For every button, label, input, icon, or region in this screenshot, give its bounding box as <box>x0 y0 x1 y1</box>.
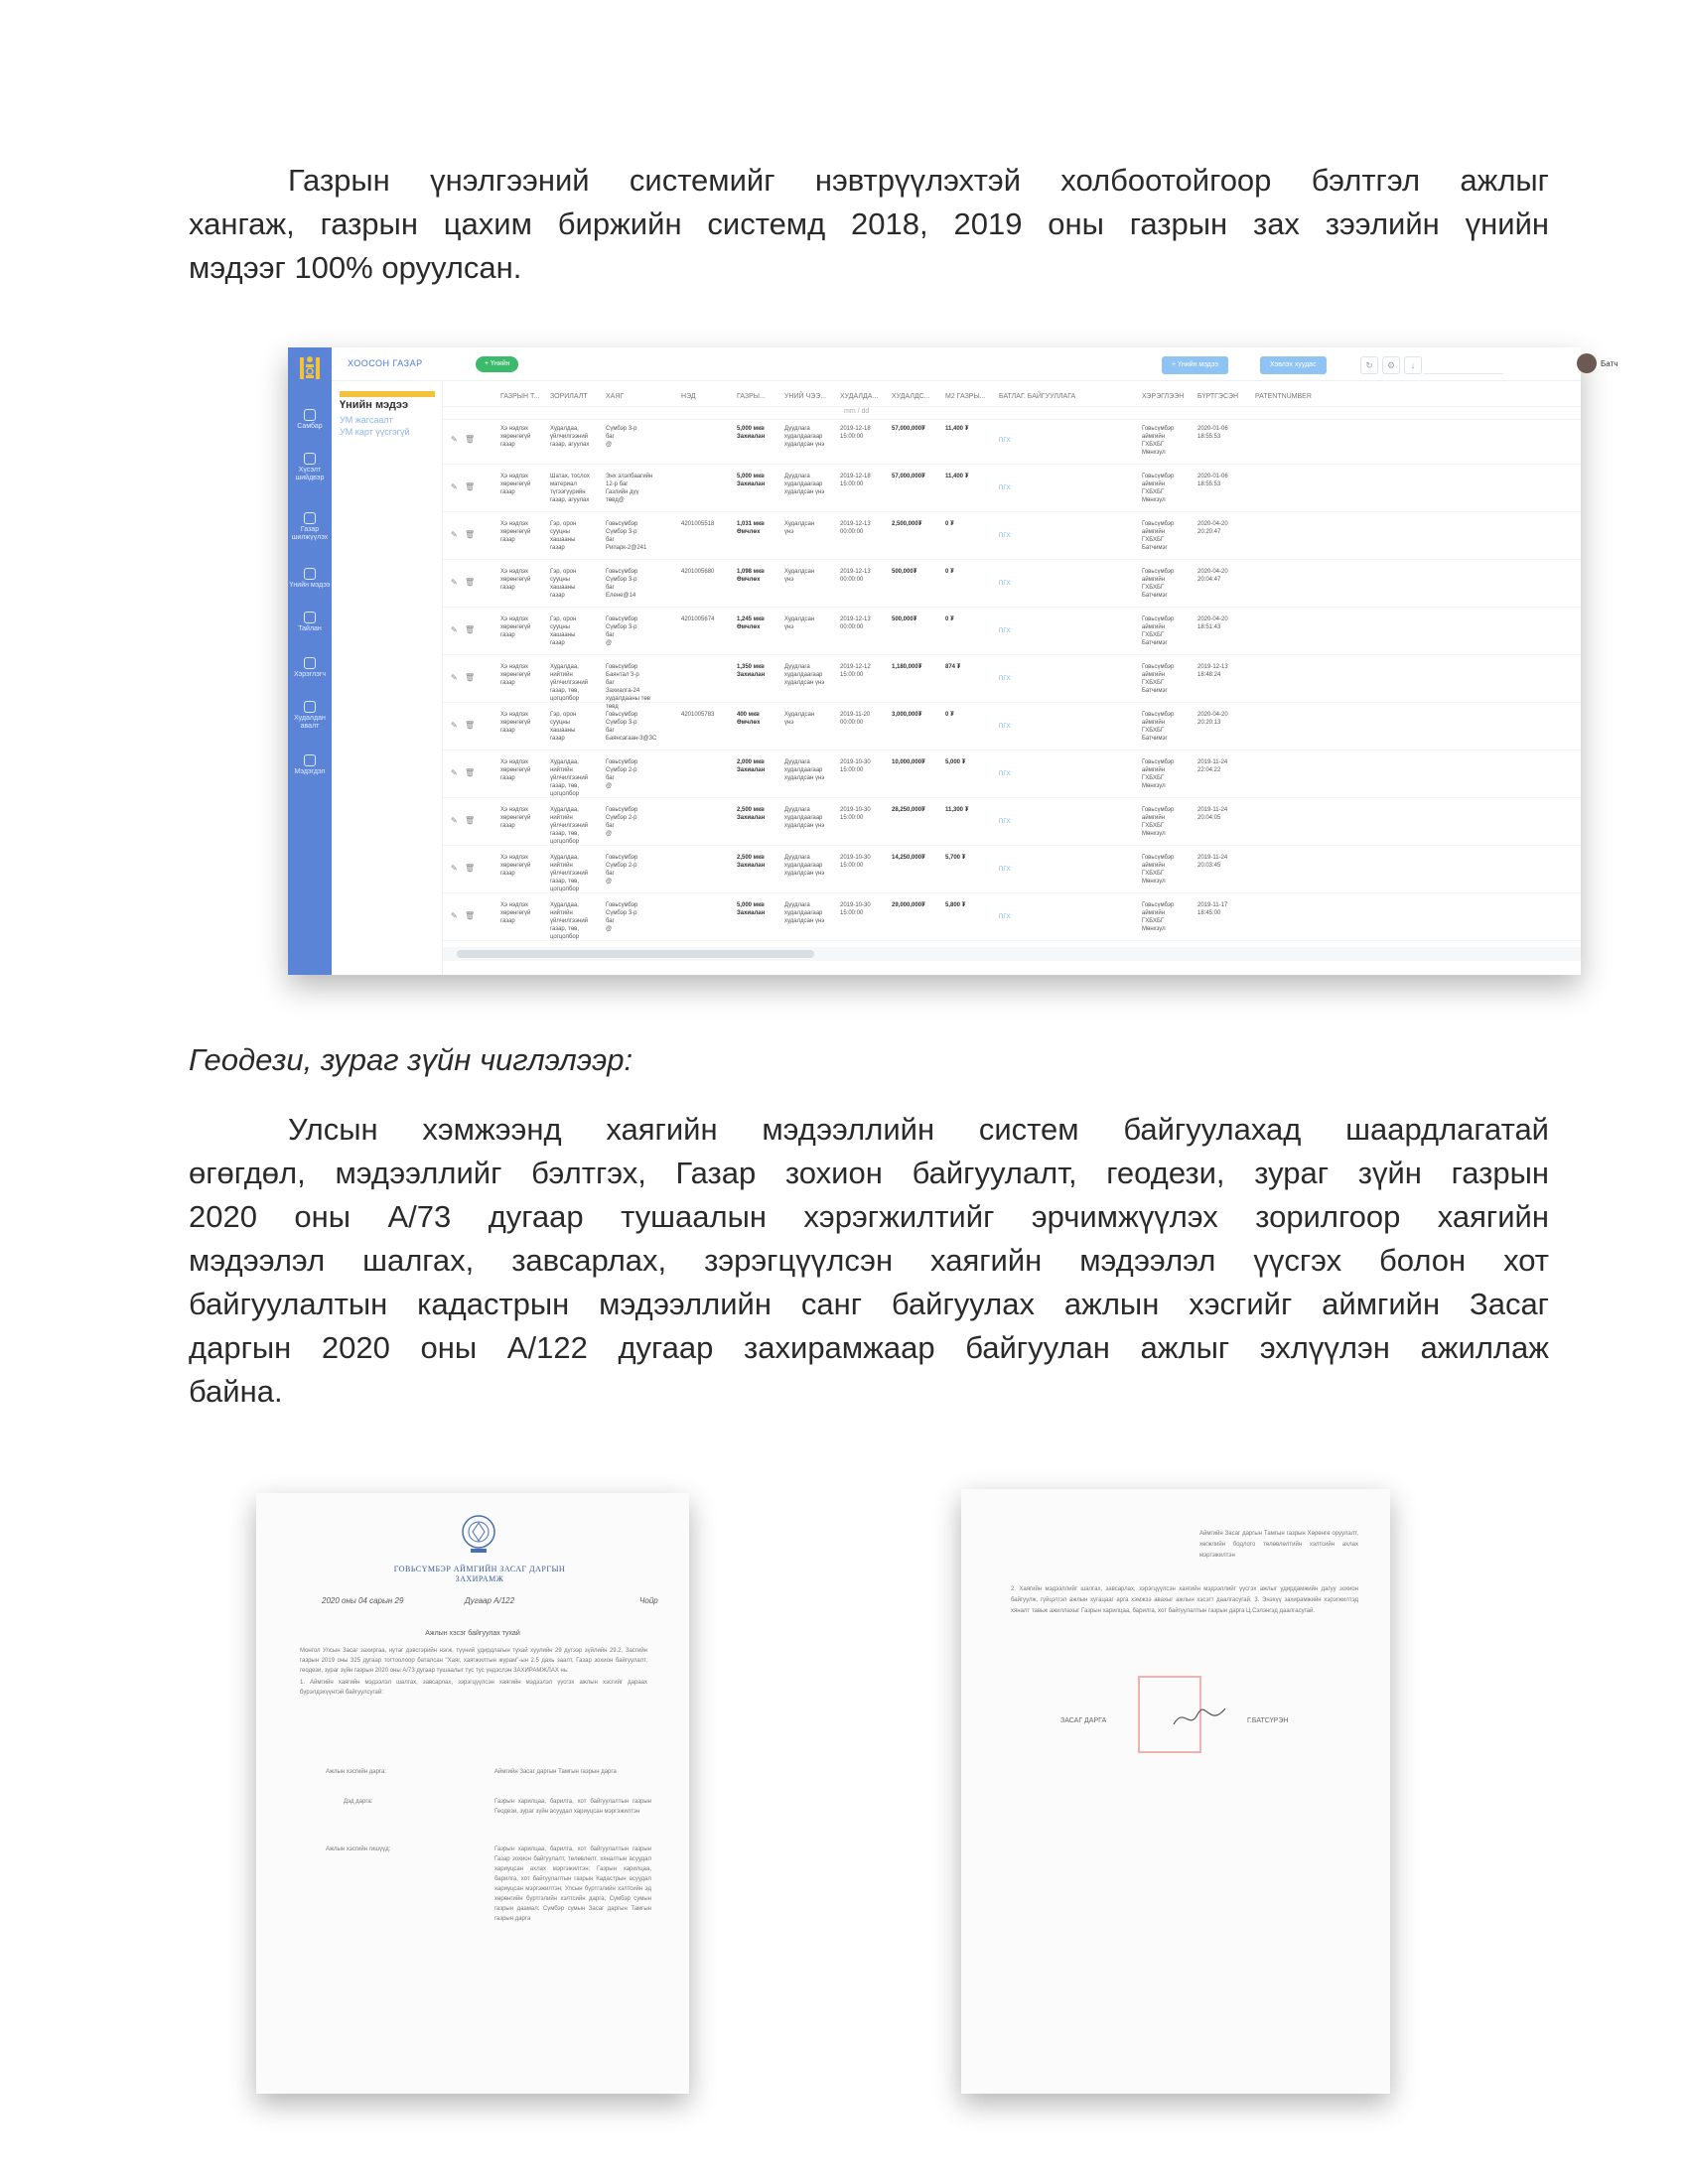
edit-icon[interactable]: ✎ <box>451 768 458 777</box>
table-cell-type: Хэ нэдлэх хөрөнгөгүй газар <box>500 521 531 543</box>
search-input[interactable] <box>1424 356 1503 374</box>
table-cell-date: 2019-12-13 00:00:00 <box>840 569 871 583</box>
delete-icon[interactable]: 🗑 <box>465 625 476 634</box>
add-price-button[interactable]: + Үнийн мэдээ <box>1162 356 1228 374</box>
decree-body: 2. Хаягийн мэдээллийг шалгах, завсарлах, зэрэгцүүлсэн хаягийн мэдээллийг үүсгэх ажлыг удирдамжийн дагуу зохион байгуулж, гүйцэтгэл ажлын хугацааг арга хэмжээ авахыг ажлын хэсэгт даалгасугай. 3. Энэхүү захирамжийн хэрэгжилтэд хяналт тавьж ажиллахыг Газрын харилцаа, барилга, хот байгуулалтын газрын дарга Ц.Сэлэнгэд даалгасугай. <box>1011 1586 1358 1614</box>
paragraph-line: даргын 2020 оны А/122 дугаар захирамжаар байгуулан ажлыг эхлүүлэн ажиллаж <box>189 1330 1549 1365</box>
table-cell-org[interactable]: ПГХ <box>999 819 1011 825</box>
table-cell-purpose: Худалдаа, нийтийн үйлчилгээний газар, төв, цогцолбор <box>550 807 589 845</box>
sidebar-item[interactable]: Самбар <box>288 409 332 431</box>
table-cell-price: 1,180,000₮ <box>892 664 922 670</box>
paragraph-line: 2020 оны А/73 дугаар тушаалын хэрэгжилтийг эрчимжүүлэх зорилгоор хаягийн <box>189 1199 1549 1234</box>
table-cell-m2: 0 ₮ <box>945 569 954 575</box>
column-header[interactable]: БҮРТГЭСЭН <box>1197 393 1239 400</box>
column-header[interactable]: ГАЗРЫ... <box>737 393 766 400</box>
table-cell-type: Хэ нэдлэх хөрөнгөгүй газар <box>500 807 531 829</box>
paragraph-line: өгөгдөл, мэдээллийг бэлтгэх, Газар зохион байгуулалт, геодези, зураг зүйн газрын <box>189 1156 1549 1190</box>
sidebar-item[interactable]: Хэрэглэгч <box>288 657 332 679</box>
table-cell-kind: Дуудлага худалдаагаар худалдсан үнэ <box>784 426 825 448</box>
intro-paragraph <box>189 159 1549 290</box>
table-cell-price: 29,000,000₮ <box>892 902 925 908</box>
delete-icon[interactable]: 🗑 <box>465 673 476 682</box>
table-row[interactable] <box>443 516 1581 560</box>
table-cell-price: 2,500,000₮ <box>892 521 922 527</box>
price-table <box>443 381 1581 961</box>
edit-icon[interactable]: ✎ <box>451 816 458 825</box>
table-cell-m2: 5,700 ₮ <box>945 855 966 861</box>
table-cell-date: 2019-12-12 15:00:00 <box>840 664 871 678</box>
table-row[interactable] <box>443 707 1581 751</box>
role-text: Аймгийн Засаг даргын Тамгын газрын дарга <box>494 1769 617 1775</box>
column-header[interactable]: ГАЗРЫН Т... <box>500 393 540 400</box>
table-cell-org[interactable]: ПГХ <box>999 485 1011 491</box>
table-cell-date: 2019-12-18 15:00:00 <box>840 474 871 487</box>
table-cell-purpose: Худалдаа, нийтийн үйлчилгээний газар, төв, цогцолбор <box>550 664 589 702</box>
role-label: Дэд дарга: <box>344 1799 373 1805</box>
table-cell-address: Говьсүмбэр Сүмбэр 3-р баг @ <box>606 616 638 646</box>
column-header[interactable]: PATENTNUMBER <box>1255 393 1312 400</box>
date-filter-input[interactable]: mm / dd <box>844 408 870 415</box>
table-cell-ned: 4201005518 <box>681 521 715 527</box>
table-cell-kind: Дуудлага худалдаагаар худалдсан үнэ <box>784 759 825 781</box>
decree-number: Дугаар А/122 <box>465 1596 515 1605</box>
table-cell-org[interactable]: ПГХ <box>999 771 1011 777</box>
edit-icon[interactable]: ✎ <box>451 625 458 634</box>
table-cell-price: 3,000,000₮ <box>892 712 922 718</box>
table-cell-kind: Худалдсан үнэ <box>784 569 815 583</box>
table-row[interactable] <box>443 564 1581 608</box>
edit-icon[interactable]: ✎ <box>451 911 458 920</box>
table-cell-area: 2,000 мкв Захиалан <box>737 759 766 773</box>
table-cell-address: Говьсүмбэр Сүмбэр 2-р баг @ <box>606 855 638 885</box>
table-cell-org[interactable]: ПГХ <box>999 533 1011 539</box>
dashboard-icon <box>304 409 316 421</box>
table-cell-area: 400 мкв Өмчлөх <box>737 712 761 726</box>
table-cell-user: Говьсүмбэр аймгийн ГХБХБГ Батчимэг <box>1142 616 1175 646</box>
table-cell-address: Говьсүмбэр Сүмбэр 3-р баг Елене@14 <box>606 569 638 599</box>
table-cell-date: 2019-10-30 15:00:00 <box>840 759 871 773</box>
role-text: Газрын харилцаа, барилга, хот байгуулалтын газрын Газар зохион байгуулалт, төлөвлөлт, хяналтын асуудал хариуцсан ахлах мэргэжилтэн; Газрын харилцаа, барилга, хот байгуулалтын газрын Кадастрын асуудал хариуцсан мэргэжилтэн; Улсын бүртгэлийн хэлтсийн эд хөрөнгийн бүртгэлийн хэлтсийн дарга; Сүмбэр сумын газрын даамал; Сүмбэр сумын Засаг даргын Тамгын газрын дарга <box>494 1846 651 1922</box>
table-cell-reg: 2020-04-20 20:04:47 <box>1197 569 1228 583</box>
table-cell-date: 2019-10-30 15:00:00 <box>840 807 871 821</box>
paragraph-line: Газрын үнэлгээний системийг нэвтрүүлэхтэй холбоотойгоор бэлтгэл ажлыг <box>288 163 1549 198</box>
delete-icon[interactable]: 🗑 <box>465 578 476 587</box>
table-cell-type: Хэ нэдлэх хөрөнгөгүй газар <box>500 664 531 686</box>
sidebar-item[interactable]: Тайлан <box>288 612 332 633</box>
request-icon <box>304 453 316 465</box>
delete-icon[interactable]: 🗑 <box>465 530 476 539</box>
table-cell-org[interactable]: ПГХ <box>999 438 1011 444</box>
app-topbar <box>332 347 1618 381</box>
table-cell-kind: Дуудлага худалдаагаар худалдсан үнэ <box>784 474 825 495</box>
edit-icon[interactable]: ✎ <box>451 864 458 873</box>
refresh-icon[interactable]: ↻ <box>1360 356 1378 374</box>
column-header[interactable]: ХУДАЛДА... <box>840 393 879 400</box>
paragraph-line: байгуулалтын кадастрын мэдээллийн санг байгуулах ажлын хэсгийг аймгийн Засаг <box>189 1287 1549 1321</box>
paragraph-line: байна. <box>189 1374 283 1409</box>
table-cell-reg: 2020-01-06 18:55:53 <box>1197 474 1228 487</box>
paragraph-line: мэдээлэл шалгах, завсарлах, зэрэгцүүлсэн хаягийн мэдээлэл үүсгэх болон хот <box>189 1243 1549 1278</box>
table-cell-reg: 2019-11-24 22:04:22 <box>1197 759 1228 773</box>
user-icon <box>304 657 316 669</box>
table-cell-price: 14,250,000₮ <box>892 855 925 861</box>
table-cell-m2: 0 ₮ <box>945 616 954 622</box>
table-cell-price: 500,000₮ <box>892 569 917 575</box>
column-header[interactable]: БАТЛАГ. БАЙГУУЛЛАГА <box>999 393 1076 400</box>
edit-icon[interactable]: ✎ <box>451 435 458 444</box>
table-cell-m2: 5,000 ₮ <box>945 759 966 765</box>
message-icon <box>304 754 316 766</box>
table-cell-purpose: Шатах, тослох материал түгээгүүрийн газар, агуулах <box>550 474 590 503</box>
delete-icon[interactable]: 🗑 <box>465 482 476 491</box>
table-cell-m2: 5,800 ₮ <box>945 902 966 908</box>
edit-icon[interactable]: ✎ <box>451 721 458 730</box>
dollar-icon <box>304 568 316 580</box>
delete-icon[interactable]: 🗑 <box>465 864 476 873</box>
table-cell-org[interactable]: ПГХ <box>999 724 1011 730</box>
table-cell-reg: 2020-01-06 18:55:53 <box>1197 426 1228 440</box>
table-cell-area: 1,031 мкв Өмчлөх <box>737 521 765 535</box>
table-cell-purpose: Гэр, орон сууцны хашааны газар <box>550 521 577 551</box>
decree-date: 2020 оны 04 сарын 29 <box>322 1596 404 1605</box>
column-header[interactable]: ХЭРЭГЛЭЭН <box>1142 393 1185 400</box>
table-cell-type: Хэ нэдлэх хөрөнгөгүй газар <box>500 474 531 495</box>
paragraph-line: хангаж, газрын цахим биржийн системд 2018, 2019 оны газрын зах зээлийн үнийн <box>189 206 1549 241</box>
column-header[interactable]: ЗОРИЛАЛТ <box>550 393 588 400</box>
table-cell-user: Говьсүмбэр аймгийн ГХБХБГ Мөнхзул <box>1142 474 1175 503</box>
table-cell-price: 10,000,000₮ <box>892 759 925 765</box>
add-pill-button[interactable]: + Үнийн <box>476 356 518 372</box>
table-cell-user: Говьсүмбэр аймгийн ГХБХБГ Батчимэг <box>1142 712 1175 742</box>
table-cell-user: Говьсүмбэр аймгийн ГХБХБГ Мөнхзул <box>1142 902 1175 932</box>
table-cell-reg: 2020-04-20 20:20:47 <box>1197 521 1228 535</box>
edit-icon[interactable]: ✎ <box>451 673 458 682</box>
delete-icon[interactable]: 🗑 <box>465 435 476 444</box>
table-cell-kind: Дуудлага худалдаагаар худалдсан үнэ <box>784 902 825 924</box>
table-cell-org[interactable]: ПГХ <box>999 581 1011 587</box>
decree-subject: Ажлын хэсэг байгуулах тухай <box>425 1630 520 1637</box>
table-cell-address: Говьсүмбэр Сүмбэр 3-р баг Баянсагаан-3@3С <box>606 712 657 742</box>
decree-header: ГОВЬСҮМБЭР АЙМГИЙН ЗАСАГ ДАРГЫН ЗАХИРАМЖ <box>393 1565 566 1583</box>
paragraph-line: мэдээг 100% оруулсан. <box>189 250 522 285</box>
table-cell-area: 5,000 мкв Захиалан <box>737 474 766 487</box>
table-cell-address: Говьсүмбэр Сүмбэр 2-р баг @ <box>606 807 638 837</box>
table-cell-reg: 2020-04-20 18:51:43 <box>1197 616 1228 630</box>
table-cell-type: Хэ нэдлэх хөрөнгөгүй газар <box>500 712 531 734</box>
panel-accent-bar <box>340 391 435 397</box>
table-row[interactable] <box>443 469 1581 512</box>
table-cell-purpose: Худалдаа, үйлчилгээний газар, агуулах <box>550 426 590 448</box>
download-icon[interactable]: ↓ <box>1404 356 1422 374</box>
table-cell-m2: 0 ₮ <box>945 712 954 718</box>
table-row[interactable] <box>443 612 1581 655</box>
settings-icon[interactable]: ⚙ <box>1382 356 1400 374</box>
table-cell-address: Энх элэлбаагийн 12-р баг Газлийн дүү төвд@ <box>606 474 653 503</box>
username[interactable]: Батч <box>1601 359 1618 368</box>
table-cell-price: 500,000₮ <box>892 616 917 622</box>
panel-link[interactable]: УМ жагсаалт <box>340 415 393 425</box>
table-cell-type: Хэ нэдлэх хөрөнгөгүй газар <box>500 855 531 877</box>
filter-row <box>443 408 1581 420</box>
table-cell-kind: Дуудлага худалдаагаар худалдсан үнэ <box>784 664 825 686</box>
column-header[interactable]: М2 ГАЗРЫ... <box>945 393 986 400</box>
table-cell-reg: 2019-11-24 20:04:05 <box>1197 807 1228 821</box>
role-text: Газрын харилцаа, барилга, хот байгуулалтын газрын Геодези, зураг зүйн асуудал хариуцсан мэргэжилтэн <box>494 1799 651 1815</box>
decree-body: Монгол Улсын Засаг захиргаа, нутаг дэвсгэрийн нэгж, түүний удирдлагын тухай хуулийн 29 дүгээр зүйлийн 29.2, Засгийн газрын 2019 оны 325 дугаар тогтоолоор баталсан "Хаяг, хаягжилтын журам"-ын 2.5 дахь заалт, Газар зохион байгуулалт, геодези, зураг зүйн газрын 2020 оны А/73 дугаар тушаалыг тус тус үндэслэн ЗАХИРАМЖЛАХ нь: 1. Аймгийн хаягийн мэдээлэл шалгах, завсарлах, зэрэгцүүлсэн хаягийн мэдээлэл үүсгэх ажлын хэсгийг дараах бүрэлдэхүүнтэй байгуулсугай: <box>300 1648 647 1696</box>
table-cell-area: 2,500 мкв Захиалан <box>737 807 766 821</box>
table-cell-date: 2019-12-18 15:00:00 <box>840 426 871 440</box>
table-cell-user: Говьсүмбэр аймгийн ГХБХБГ Мөнхзул <box>1142 759 1175 789</box>
table-row[interactable] <box>443 754 1581 798</box>
table-cell-kind: Худалдсан үнэ <box>784 616 815 630</box>
table-cell-address: Говьсүмбэр Сүмбэр 3-р баг @ <box>606 902 638 932</box>
table-cell-reg: 2019-11-24 20:03:45 <box>1197 855 1228 869</box>
table-cell-m2: 11,300 ₮ <box>945 807 969 813</box>
table-cell-purpose: Худалдаа, нийтийн үйлчилгээний газар, төв, цогцолбор <box>550 855 589 892</box>
table-cell-date: 2019-12-13 00:00:00 <box>840 521 871 535</box>
sidebar-item-active[interactable]: Үнийн мэдээ <box>288 568 332 590</box>
table-cell-price: 57,000,000₮ <box>892 474 925 479</box>
table-cell-purpose: Гэр, орон сууцны хашааны газар <box>550 569 577 599</box>
sidebar-item[interactable]: Худалдан авалт <box>288 701 332 731</box>
scrollbar-thumb[interactable] <box>457 950 814 958</box>
table-cell-area: 1,350 мкв Захиалан <box>737 664 766 678</box>
table-cell-reg: 2019-11-17 18:45:00 <box>1197 902 1228 916</box>
table-cell-type: Хэ нэдлэх хөрөнгөгүй газар <box>500 616 531 638</box>
section-heading: Геодези, зураг зүйн чиглэлээр: <box>189 1042 633 1077</box>
transfer-icon <box>304 512 316 524</box>
table-cell-type: Хэ нэдлэх хөрөнгөгүй газар <box>500 902 531 924</box>
panel-link[interactable]: УМ карт үүсгэгүй <box>340 427 410 437</box>
table-cell-ned: 4201005680 <box>681 569 715 575</box>
edit-icon[interactable]: ✎ <box>451 482 458 491</box>
table-cell-address: Сүмбэр 3-р баг @ <box>606 426 637 448</box>
delete-icon[interactable]: 🗑 <box>465 911 476 920</box>
role-label: Ажлын хэсгийн дарга: <box>326 1769 386 1775</box>
table-cell-address: Говьсүмбэр Баянтал 3-р баг Захиалга-24 худалдааны төв төвд <box>606 664 650 710</box>
table-cell-kind: Дуудлага худалдаагаар худалдсан үнэ <box>784 855 825 877</box>
table-cell-org[interactable]: ПГХ <box>999 867 1011 873</box>
table-cell-area: 1,098 мкв Өмчлөх <box>737 569 765 583</box>
table-cell-reg: 2020-04-20 20:20:13 <box>1197 712 1228 726</box>
column-header[interactable]: НЭД <box>681 393 696 400</box>
decree-place: Чойр <box>639 1596 658 1605</box>
table-row[interactable] <box>443 802 1581 846</box>
delete-icon[interactable]: 🗑 <box>465 721 476 730</box>
soyombo-logo-icon <box>298 353 322 383</box>
table-cell-ned: 4201005674 <box>681 616 715 622</box>
table-cell-purpose: Худалдаа, нийтийн үйлчилгээний газар, төв, цогцолбор <box>550 759 589 797</box>
table-cell-org[interactable]: ПГХ <box>999 628 1011 634</box>
sidebar-item[interactable]: Хүсэлт шийдвэр <box>288 453 332 482</box>
app-sidebar <box>288 347 332 975</box>
delete-icon[interactable]: 🗑 <box>465 816 476 825</box>
panel-title: Үнийн мэдээ <box>340 399 409 411</box>
table-cell-user: Говьсүмбэр аймгийн ГХБХБГ Батчимэг <box>1142 521 1175 551</box>
report-icon <box>304 612 316 623</box>
decree-page-1 <box>256 1493 689 2094</box>
table-cell-user: Говьсүмбэр аймгийн ГХБХБГ Батчимэг <box>1142 569 1175 599</box>
table-cell-address: Говьсүмбэр Сүмбэр 2-р баг @ <box>606 759 638 789</box>
sidebar-item[interactable]: Мэдэгдэл <box>288 754 332 776</box>
table-cell-ned: 4201005783 <box>681 712 715 718</box>
table-cell-date: 2019-10-30 15:00:00 <box>840 855 871 869</box>
table-cell-reg: 2019-12-13 18:48:24 <box>1197 664 1228 678</box>
purchase-icon <box>304 701 316 713</box>
avatar[interactable] <box>1577 353 1597 373</box>
table-cell-area: 1,245 мкв Өмчлөх <box>737 616 765 630</box>
table-cell-m2: 0 ₮ <box>945 521 954 527</box>
table-cell-m2: 874 ₮ <box>945 664 961 670</box>
sidebar-item[interactable]: Газар шилжүүлэх <box>288 512 332 542</box>
table-cell-m2: 11,400 ₮ <box>945 426 969 432</box>
table-cell-user: Говьсүмбэр аймгийн ГХБХБГ Батчимэг <box>1142 664 1175 694</box>
signatory-title: ЗАСАГ ДАРГА <box>1060 1717 1107 1724</box>
column-header[interactable]: УНИЙ ЧЭЭ... <box>784 393 827 400</box>
table-row[interactable] <box>443 897 1581 941</box>
table-cell-purpose: Худалдаа, нийтийн үйлчилгээний газар, төв, цогцолбор <box>550 902 589 940</box>
table-cell-area: 2,500 мкв Захиалан <box>737 855 766 869</box>
decree-continuation: Аймгийн Засаг даргын Тамгын газрын Хөрөнгө оруулалт, хөгжлийн бодлого төлөвлөлтийн хэлтсийн ахлах мэргэжилтэн <box>1199 1531 1358 1559</box>
decree-page-2 <box>961 1489 1390 2094</box>
table-cell-type: Хэ нэдлэх хөрөнгөгүй газар <box>500 759 531 781</box>
table-row[interactable] <box>443 421 1581 465</box>
signature-icon <box>1170 1703 1229 1732</box>
print-button[interactable]: Хэвлэх хуудас <box>1260 356 1327 374</box>
geodesy-paragraph <box>189 1108 1549 1414</box>
table-cell-address: Говьсүмбэр Сүмбэр 3-р баг Рипарк-2@241 <box>606 521 647 551</box>
table-cell-purpose: Гэр, орон сууцны хашааны газар <box>550 712 577 742</box>
delete-icon[interactable]: 🗑 <box>465 768 476 777</box>
paragraph-line: Улсын хэмжээнд хаягийн мэдээллийн систем байгуулахад шаардлагатай <box>288 1112 1549 1147</box>
column-header[interactable]: ХУДАЛДС... <box>892 393 930 400</box>
table-cell-price: 28,250,000₮ <box>892 807 925 813</box>
land-price-app-screenshot <box>288 347 1618 975</box>
table-cell-area: 5,000 мкв Захиалан <box>737 426 766 440</box>
table-cell-date: 2019-11-20 00:00:00 <box>840 712 871 726</box>
table-cell-m2: 11,400 ₮ <box>945 474 969 479</box>
table-cell-kind: Худалдсан үнэ <box>784 521 815 535</box>
table-cell-date: 2019-12-13 00:00:00 <box>840 616 871 630</box>
table-header <box>443 391 1581 407</box>
horizontal-scrollbar[interactable] <box>443 947 1581 961</box>
table-cell-user: Говьсүмбэр аймгийн ГХБХБГ Мөнхзул <box>1142 855 1175 885</box>
table-cell-type: Хэ нэдлэх хөрөнгөгүй газар <box>500 569 531 591</box>
table-cell-kind: Худалдсан үнэ <box>784 712 815 726</box>
table-cell-kind: Дуудлага худалдаагаар худалдсан үнэ <box>784 807 825 829</box>
table-cell-area: 5,000 мкв Захиалан <box>737 902 766 916</box>
app-left-panel <box>332 381 443 975</box>
table-cell-org[interactable]: ПГХ <box>999 676 1011 682</box>
table-cell-date: 2019-10-30 15:00:00 <box>840 902 871 916</box>
table-cell-org[interactable]: ПГХ <box>999 914 1011 920</box>
table-cell-user: Говьсүмбэр аймгийн ГХБХБГ Мөнхзул <box>1142 807 1175 837</box>
role-label: Ажлын хэсгийн гишүүд: <box>326 1846 391 1852</box>
signatory-name: Г.БАТСҮРЭН <box>1247 1717 1289 1724</box>
table-row[interactable] <box>443 850 1581 893</box>
edit-icon[interactable]: ✎ <box>451 578 458 587</box>
table-cell-purpose: Гэр, орон сууцны хашааны газар <box>550 616 577 646</box>
table-cell-price: 57,000,000₮ <box>892 426 925 432</box>
table-cell-type: Хэ нэдлэх хөрөнгөгүй газар <box>500 426 531 448</box>
table-cell-user: Говьсүмбэр аймгийн ГХБХБГ Мөнхзул <box>1142 426 1175 456</box>
edit-icon[interactable]: ✎ <box>451 530 458 539</box>
table-row[interactable] <box>443 659 1581 710</box>
column-header[interactable]: ХАЯГ <box>606 393 625 400</box>
state-emblem-icon <box>460 1513 497 1555</box>
app-title: ХООСОН ГАЗАР <box>348 358 423 368</box>
